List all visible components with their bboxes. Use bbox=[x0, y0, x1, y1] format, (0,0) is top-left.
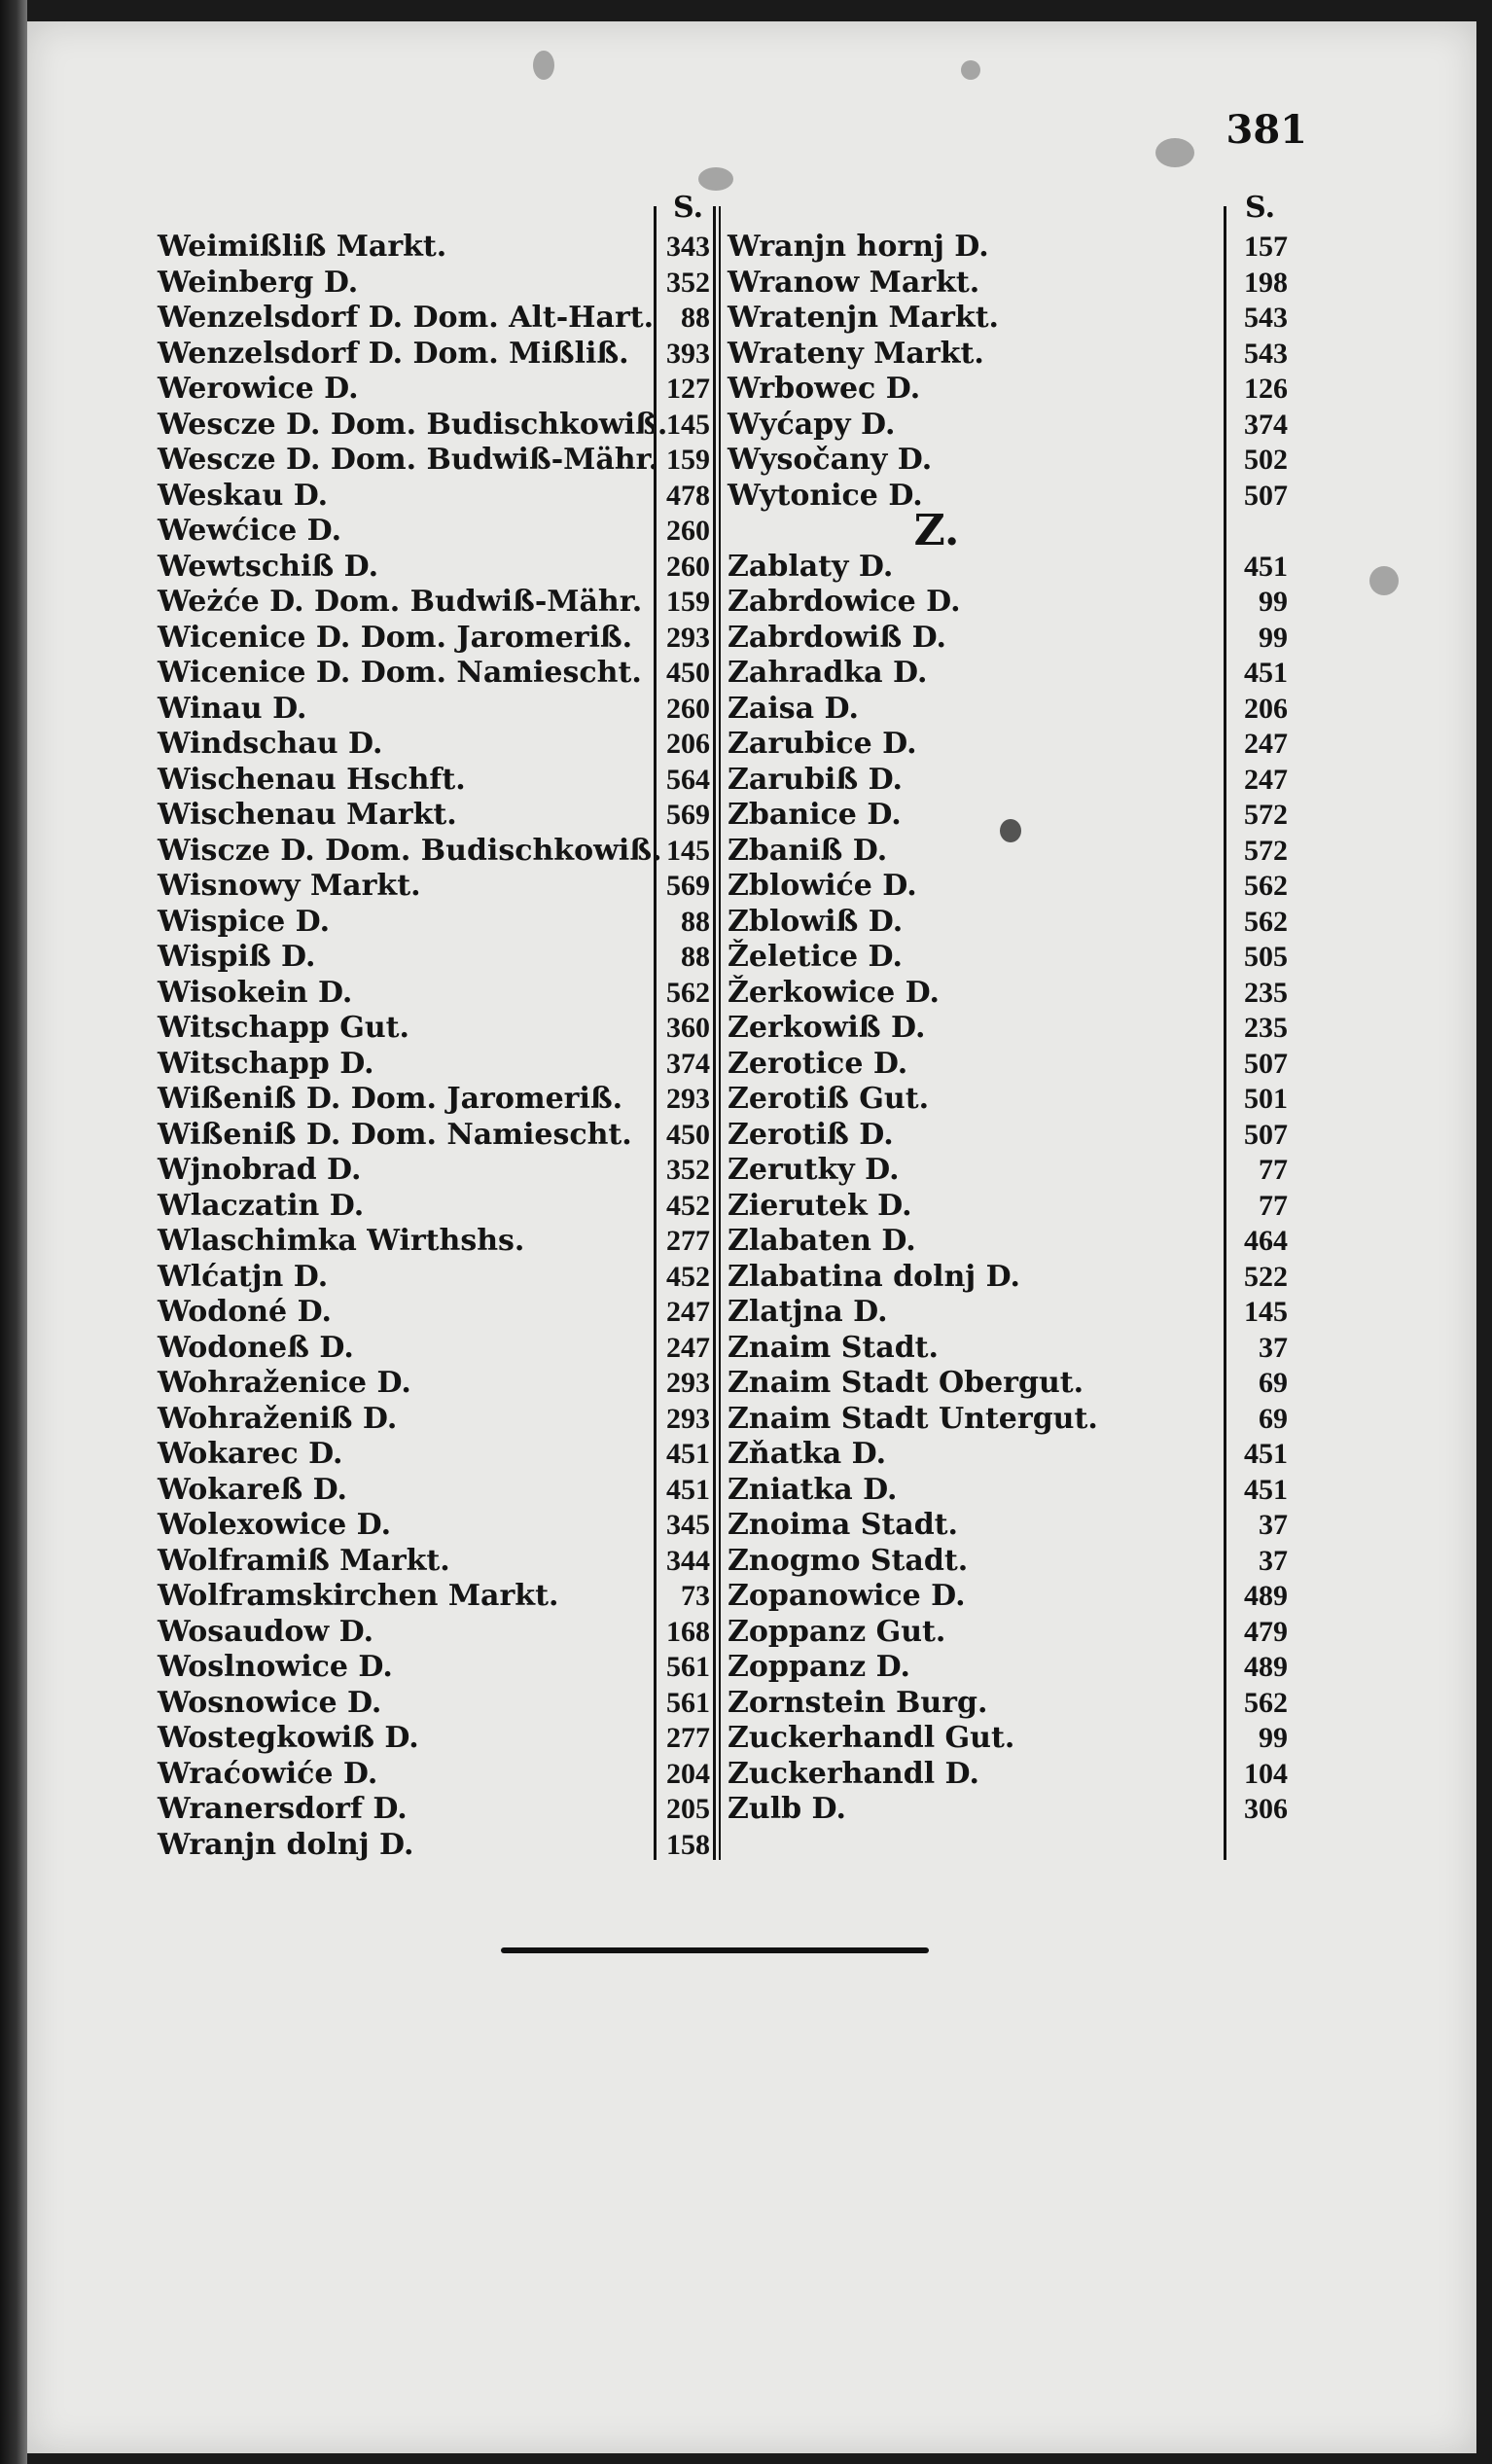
entry-page: 479 bbox=[1244, 1615, 1288, 1648]
entry-page: 157 bbox=[1244, 231, 1288, 263]
entry-name: Zaisa D. bbox=[728, 691, 859, 726]
entry-name: Wescze D. Dom. Budwiß-Mähr. bbox=[158, 443, 659, 477]
entry-name: Wicenice D. Dom. Jaromeriß. bbox=[158, 620, 633, 655]
entry-page: 562 bbox=[1244, 905, 1288, 938]
entry-name: Zerotice D. bbox=[728, 1046, 908, 1081]
entry-name: Wosnowice D. bbox=[158, 1685, 382, 1720]
entry-page: 507 bbox=[1244, 1118, 1288, 1151]
entry-name: Zabrdowiß D. bbox=[728, 620, 946, 655]
entry-name: Wlaczatin D. bbox=[158, 1188, 365, 1223]
entry-page: 260 bbox=[666, 515, 710, 547]
entry-page: 277 bbox=[666, 1225, 710, 1257]
entry-name: Želetice D. bbox=[728, 940, 903, 974]
entry-page: 562 bbox=[1244, 870, 1288, 902]
entry-page: 374 bbox=[666, 1047, 710, 1080]
entry-page: 343 bbox=[666, 231, 710, 263]
entry-name: Wolexowice D. bbox=[158, 1508, 392, 1542]
entry-name: Zlabatina dolnj D. bbox=[728, 1259, 1020, 1294]
entry-page: 235 bbox=[1244, 976, 1288, 1009]
entry-name: Žerkowice D. bbox=[728, 975, 940, 1010]
entry-page: 478 bbox=[666, 479, 710, 512]
entry-page: 450 bbox=[666, 657, 710, 689]
entry-name: Wjnobrad D. bbox=[158, 1153, 362, 1187]
entry-page: 37 bbox=[1259, 1544, 1288, 1577]
entry-name: Windschau D. bbox=[158, 727, 383, 761]
right-column-header: S. bbox=[1245, 191, 1276, 225]
entry-page: 104 bbox=[1244, 1757, 1288, 1790]
middle-divider-b bbox=[719, 206, 721, 1860]
entry-name: Znaim Stadt. bbox=[728, 1330, 939, 1365]
entry-page: 505 bbox=[1244, 941, 1288, 973]
entry-name: Wrateny Markt. bbox=[728, 336, 984, 371]
entry-name: Znaim Stadt Untergut. bbox=[728, 1401, 1098, 1436]
entry-page: 247 bbox=[1244, 763, 1288, 796]
entry-name: Wischenau Markt. bbox=[158, 798, 457, 832]
entry-name: Wischenau Hschft. bbox=[158, 762, 466, 797]
entry-page: 564 bbox=[666, 763, 710, 796]
entry-page: 158 bbox=[666, 1828, 710, 1861]
entry-page: 37 bbox=[1259, 1509, 1288, 1541]
entry-page: 451 bbox=[1244, 550, 1288, 583]
entry-name: Zlatjna D. bbox=[728, 1295, 888, 1329]
entry-page: 451 bbox=[666, 1438, 710, 1470]
entry-name: Wostegkowiß D. bbox=[158, 1721, 419, 1755]
entry-page: 168 bbox=[666, 1615, 710, 1648]
entry-name: Wranow Markt. bbox=[728, 265, 980, 300]
entry-name: Zlabaten D. bbox=[728, 1224, 916, 1258]
entry-page: 247 bbox=[666, 1331, 710, 1364]
entry-name: Zarubiß D. bbox=[728, 762, 903, 797]
entry-page: 489 bbox=[1244, 1580, 1288, 1612]
entry-page: 126 bbox=[1244, 373, 1288, 405]
entry-page: 88 bbox=[681, 941, 710, 973]
entry-page: 451 bbox=[1244, 657, 1288, 689]
entry-page: 464 bbox=[1244, 1225, 1288, 1257]
entry-name: Zblowiće D. bbox=[728, 869, 917, 903]
entry-name: Wisnowy Markt. bbox=[158, 869, 421, 903]
entry-name: Zoppanz Gut. bbox=[728, 1614, 946, 1649]
entry-page: 543 bbox=[1244, 302, 1288, 334]
entry-name: Woslnowice D. bbox=[158, 1650, 393, 1684]
entry-page: 127 bbox=[666, 373, 710, 405]
entry-name: Zablaty D. bbox=[728, 549, 894, 584]
entry-page: 543 bbox=[1244, 337, 1288, 370]
middle-divider-a bbox=[713, 206, 716, 1860]
entry-page: 159 bbox=[666, 444, 710, 476]
entry-name: Zuckerhandl D. bbox=[728, 1756, 979, 1791]
entry-page: 88 bbox=[681, 302, 710, 334]
entry-page: 569 bbox=[666, 799, 710, 831]
entry-name: Zuckerhandl Gut. bbox=[728, 1721, 1015, 1755]
entry-name: Weskau D. bbox=[158, 478, 329, 513]
entry-name: Wohraženice D. bbox=[158, 1366, 411, 1400]
entry-name: Zerkowiß D. bbox=[728, 1011, 926, 1045]
entry-page: 561 bbox=[666, 1686, 710, 1719]
entry-page: 88 bbox=[681, 905, 710, 938]
binding-shadow bbox=[0, 0, 27, 2464]
entry-page: 145 bbox=[666, 408, 710, 441]
entry-name: Wohraženiß D. bbox=[158, 1401, 398, 1436]
entry-name: Zierutek D. bbox=[728, 1188, 912, 1223]
entry-name: Zerotiß Gut. bbox=[728, 1082, 930, 1116]
entry-page: 352 bbox=[666, 1154, 710, 1186]
entry-name: Wokarec D. bbox=[158, 1437, 343, 1471]
entry-page: 77 bbox=[1259, 1154, 1288, 1186]
entry-page: 206 bbox=[666, 728, 710, 760]
entry-page: 293 bbox=[666, 1367, 710, 1399]
entry-name: Weżće D. Dom. Budwiß-Mähr. bbox=[158, 585, 643, 619]
entry-name: Wispiß D. bbox=[158, 940, 316, 974]
entry-page: 572 bbox=[1244, 799, 1288, 831]
entry-page: 198 bbox=[1244, 266, 1288, 299]
entry-page: 374 bbox=[1244, 408, 1288, 441]
entry-page: 145 bbox=[1244, 1296, 1288, 1328]
entry-page: 206 bbox=[1244, 692, 1288, 725]
entry-name: Zoppanz D. bbox=[728, 1650, 910, 1684]
entry-name: Wolframskirchen Markt. bbox=[158, 1579, 559, 1613]
entry-name: Wysočany D. bbox=[728, 443, 933, 477]
entry-page: 572 bbox=[1244, 834, 1288, 867]
entry-page: 306 bbox=[1244, 1793, 1288, 1825]
entry-name: Wewtschiß D. bbox=[158, 549, 379, 584]
entry-name: Wiscze D. Dom. Budischkowiß. bbox=[158, 833, 662, 868]
entry-page: 260 bbox=[666, 550, 710, 583]
left-column-header: S. bbox=[673, 191, 704, 225]
entry-page: 502 bbox=[1244, 444, 1288, 476]
entry-name: Wisokein D. bbox=[158, 975, 353, 1010]
entry-name: Wranjn dolnj D. bbox=[158, 1827, 414, 1862]
entry-name: Wolframiß Markt. bbox=[158, 1543, 450, 1578]
entry-name: Wicenice D. Dom. Namiescht. bbox=[158, 656, 642, 690]
entry-name: Wißeniß D. Dom. Namiescht. bbox=[158, 1117, 632, 1152]
entry-name: Zahradka D. bbox=[728, 656, 928, 690]
entry-page: 507 bbox=[1244, 1047, 1288, 1080]
entry-name: Wraćowiće D. bbox=[158, 1756, 378, 1791]
entry-page: 99 bbox=[1259, 621, 1288, 654]
entry-name: Wenzelsdorf D. Dom. Mißliß. bbox=[158, 336, 629, 371]
entry-name: Zabrdowice D. bbox=[728, 585, 961, 619]
entry-page: 452 bbox=[666, 1189, 710, 1222]
entry-name: Znoima Stadt. bbox=[728, 1508, 958, 1542]
entry-page: 260 bbox=[666, 692, 710, 725]
entry-name: Zerutky D. bbox=[728, 1153, 900, 1187]
entry-page: 451 bbox=[1244, 1473, 1288, 1506]
entry-name: Zblowiß D. bbox=[728, 904, 904, 939]
entry-page: 293 bbox=[666, 1083, 710, 1115]
entry-name: Wratenjn Markt. bbox=[728, 301, 999, 335]
closing-rule bbox=[501, 1947, 929, 1953]
entry-page: 77 bbox=[1259, 1189, 1288, 1222]
section-letter: Z. bbox=[913, 506, 960, 555]
entry-name: Wlćatjn D. bbox=[158, 1259, 329, 1294]
entry-name: Witschapp D. bbox=[158, 1046, 374, 1081]
entry-page: 277 bbox=[666, 1722, 710, 1754]
entry-name: Wrbowec D. bbox=[728, 372, 921, 406]
entry-name: Zopanowice D. bbox=[728, 1579, 966, 1613]
entry-page: 204 bbox=[666, 1757, 710, 1790]
entry-page: 345 bbox=[666, 1509, 710, 1541]
entry-name: Wokareß D. bbox=[158, 1472, 347, 1507]
entry-name: Wodoné D. bbox=[158, 1295, 332, 1329]
entry-page: 247 bbox=[666, 1296, 710, 1328]
entry-name: Wranersdorf D. bbox=[158, 1792, 408, 1826]
entry-name: Wescze D. Dom. Budischkowiß. bbox=[158, 407, 668, 442]
entry-page: 99 bbox=[1259, 1722, 1288, 1754]
entry-name: Wodoneß D. bbox=[158, 1330, 354, 1365]
entry-page: 489 bbox=[1244, 1651, 1288, 1683]
entry-name: Weimißliß Markt. bbox=[158, 230, 447, 264]
entry-name: Wlaschimka Wirthshs. bbox=[158, 1224, 525, 1258]
entry-page: 69 bbox=[1259, 1367, 1288, 1399]
entry-page: 569 bbox=[666, 870, 710, 902]
entry-page: 561 bbox=[666, 1651, 710, 1683]
entry-page: 293 bbox=[666, 1402, 710, 1435]
entry-page: 393 bbox=[666, 337, 710, 370]
entry-page: 205 bbox=[666, 1793, 710, 1825]
entry-name: Zornstein Burg. bbox=[728, 1685, 988, 1720]
entry-name: Weinberg D. bbox=[158, 265, 359, 300]
entry-page: 99 bbox=[1259, 586, 1288, 618]
entry-name: Znogmo Stadt. bbox=[728, 1543, 969, 1578]
entry-name: Zniatka D. bbox=[728, 1472, 898, 1507]
entry-page: 37 bbox=[1259, 1331, 1288, 1364]
entry-name: Zulb D. bbox=[728, 1792, 846, 1826]
entry-page: 450 bbox=[666, 1118, 710, 1151]
entry-page: 522 bbox=[1244, 1260, 1288, 1293]
entry-name: Zbanice D. bbox=[728, 798, 902, 832]
entry-name: Wosaudow D. bbox=[158, 1614, 374, 1649]
entry-page: 562 bbox=[1244, 1686, 1288, 1719]
entry-page: 247 bbox=[1244, 728, 1288, 760]
entry-name: Znaim Stadt Obergut. bbox=[728, 1366, 1084, 1400]
entry-name: Zerotiß D. bbox=[728, 1117, 894, 1152]
entry-page: 507 bbox=[1244, 479, 1288, 512]
entry-page: 501 bbox=[1244, 1083, 1288, 1115]
entry-name: Wispice D. bbox=[158, 904, 331, 939]
entry-name: Wranjn hornj D. bbox=[728, 230, 989, 264]
entry-name: Zbaniß D. bbox=[728, 833, 888, 868]
entry-name: Wenzelsdorf D. Dom. Alt-Hart. bbox=[158, 301, 655, 335]
entry-name: Wyćapy D. bbox=[728, 407, 896, 442]
entry-page: 352 bbox=[666, 266, 710, 299]
entry-page: 73 bbox=[681, 1580, 710, 1612]
entry-page: 145 bbox=[666, 834, 710, 867]
entry-name: Werowice D. bbox=[158, 372, 359, 406]
entry-name: Zarubice D. bbox=[728, 727, 917, 761]
entry-page: 452 bbox=[666, 1260, 710, 1293]
entry-page: 451 bbox=[1244, 1438, 1288, 1470]
entry-name: Wißeniß D. Dom. Jaromeriß. bbox=[158, 1082, 623, 1116]
entry-name: Zňatka D. bbox=[728, 1437, 887, 1471]
entry-page: 159 bbox=[666, 586, 710, 618]
entry-page: 344 bbox=[666, 1544, 710, 1577]
entry-page: 69 bbox=[1259, 1402, 1288, 1435]
entry-page: 235 bbox=[1244, 1012, 1288, 1044]
entry-page: 293 bbox=[666, 621, 710, 654]
entry-page: 360 bbox=[666, 1012, 710, 1044]
entry-page: 451 bbox=[666, 1473, 710, 1506]
page-number: 381 bbox=[1226, 107, 1307, 153]
entry-name: Wewćice D. bbox=[158, 514, 342, 548]
entry-name: Witschapp Gut. bbox=[158, 1011, 409, 1045]
entry-name: Winau D. bbox=[158, 691, 307, 726]
entry-page: 562 bbox=[666, 976, 710, 1009]
entry-name: Wytonice D. bbox=[728, 478, 923, 513]
